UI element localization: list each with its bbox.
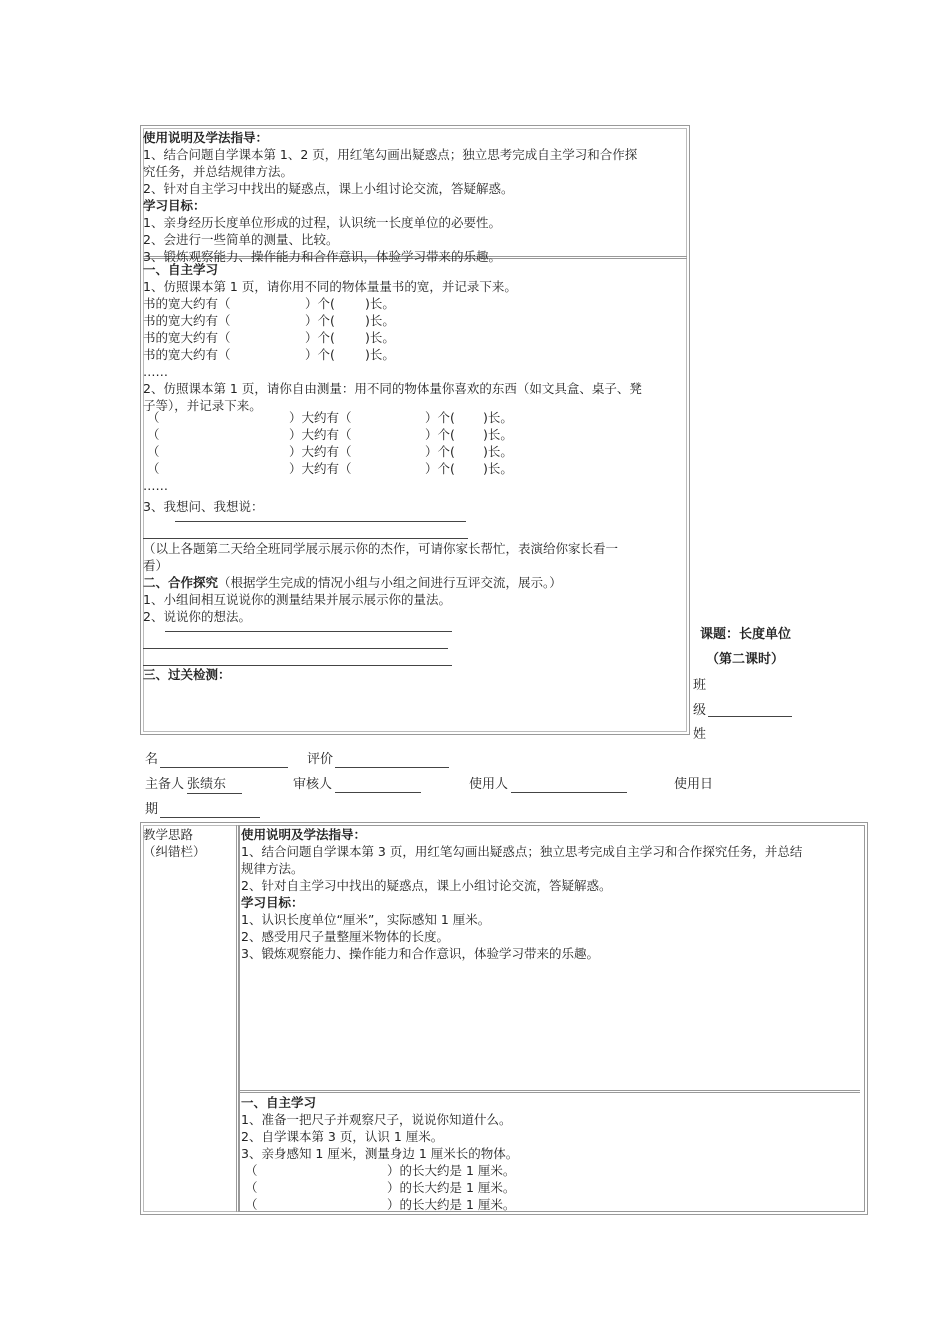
answer-line-4[interactable] xyxy=(143,648,448,649)
guide-item-2: 2、针对自主学习中找出的疑惑点，课上小组讨论交流，答疑解惑。 xyxy=(143,181,514,196)
sheet2-self-study xyxy=(241,1094,863,1162)
self-study-title: 一、自主学习 xyxy=(143,262,219,277)
self2-q1: 1、准备一把尺子并观察尺子，说说你知道什么。 xyxy=(241,1112,512,1127)
answer-line-1[interactable] xyxy=(175,521,466,522)
question-3: 3、我想问、我想说： xyxy=(143,499,264,514)
topic-period: （第二课时） xyxy=(706,652,785,667)
guide-item-1-cont: 究任务，并总结规律方法。 xyxy=(143,164,294,179)
question-2-block xyxy=(143,363,691,414)
cm-row[interactable]: （ ）的长大约是 1 厘米。 xyxy=(245,1163,516,1178)
goal2-1: 1、认识长度单位“厘米”，实际感知 1 厘米。 xyxy=(241,912,491,927)
self2-q2: 2、自学课本第 3 页，认识 1 厘米。 xyxy=(241,1129,444,1144)
sheet2-guide xyxy=(241,826,863,962)
eval-field[interactable] xyxy=(335,767,449,768)
name-field[interactable] xyxy=(160,767,288,768)
goals-title: 学习目标： xyxy=(143,198,206,213)
free-row[interactable]: （ ）大约有（ ）个( )长。 xyxy=(147,410,513,425)
self2-q3: 3、亲身感知 1 厘米，测量身边 1 厘米长的物体。 xyxy=(241,1146,519,1161)
free-row[interactable]: （ ）大约有（ ）个( )长。 xyxy=(147,427,513,442)
coop-item-1: 1、小组间相互说说你的测量结果并展示展示你的量法。 xyxy=(143,592,451,607)
ellipsis: …… xyxy=(143,364,168,379)
sheet2-divider xyxy=(240,1090,860,1093)
prep-name: 张绩东 xyxy=(187,776,242,794)
topic-title: 课题：长度单位 xyxy=(700,627,792,642)
goals2-title: 学习目标： xyxy=(241,895,304,910)
sheet1-content xyxy=(143,129,691,265)
question-2-cont: 子等），并记录下来。 xyxy=(143,398,262,413)
guide2-item-1: 1、结合问题自学课本第 3 页，用红笔勾画出疑惑点；独立思考完成自主学习和合作探究任务，并总结 xyxy=(241,844,803,859)
note-block xyxy=(143,540,691,625)
correction-title: 教学思路 xyxy=(143,827,194,842)
name-label-b: 名 xyxy=(145,752,159,767)
goal-2: 2、会进行一些简单的测量、比较。 xyxy=(143,232,339,247)
goal-3: 3、锻炼观察能力、操作能力和合作意识，体验学习带来的乐趣。 xyxy=(143,249,501,264)
name-label-a: 姓 xyxy=(693,727,707,742)
class-field[interactable] xyxy=(708,716,792,717)
class-label-a: 班 xyxy=(693,678,707,693)
answer-line-2[interactable] xyxy=(143,538,468,539)
question-2: 2、仿照课本第 1 页，请你自由测量：用不同的物体量你喜欢的东西（如文具盒、桌子、凳 xyxy=(143,381,642,396)
coop-heading xyxy=(143,574,691,591)
correction-subtitle: （纠错栏） xyxy=(143,844,206,859)
goal2-2: 2、感受用尺子量整厘米物体的长度。 xyxy=(241,929,449,944)
coop-item-2: 2、说说你的想法。 xyxy=(143,609,251,624)
cm-row[interactable]: （ ）的长大约是 1 厘米。 xyxy=(245,1197,516,1212)
goal-1: 1、亲身经历长度单位形成的过程，认识统一长度单位的必要性。 xyxy=(143,215,501,230)
guide2-title: 使用说明及学法指导： xyxy=(241,827,367,842)
book-row[interactable]: 书的宽大约有（ ）个( )长。 xyxy=(143,330,395,345)
check-title: 三、过关检测： xyxy=(143,667,231,682)
book-row[interactable]: 书的宽大约有（ ）个( )长。 xyxy=(143,313,395,328)
coop-title: 二、合作探究 xyxy=(143,575,219,590)
question-3-block xyxy=(143,477,691,515)
ellipsis-2: …… xyxy=(143,478,168,493)
self-study-section xyxy=(143,261,691,295)
guide2-item-2: 2、针对自主学习中找出的疑惑点，课上小组讨论交流，答疑解惑。 xyxy=(241,878,612,893)
date-label-a: 使用日 xyxy=(674,777,714,792)
book-row[interactable]: 书的宽大约有（ ）个( )长。 xyxy=(143,347,395,362)
date-field[interactable] xyxy=(160,817,260,818)
book-row[interactable]: 书的宽大约有（ ）个( )长。 xyxy=(143,296,395,311)
correction-column xyxy=(143,826,235,860)
guide2-item-1-cont: 规律方法。 xyxy=(241,861,304,876)
free-row[interactable]: （ ）大约有（ ）个( )长。 xyxy=(147,444,513,459)
class-label-b: 级 xyxy=(693,703,707,718)
free-rows xyxy=(143,409,691,477)
note-text: （以上各题第二天给全班同学展示展示你的杰作，可请你家长帮忙，表演给你家长看一 xyxy=(143,541,619,556)
question-1: 1、仿照课本第 1 页，请你用不同的物体量量书的宽，并记录下来。 xyxy=(143,279,517,294)
guide-item-1: 1、结合问题自学课本第 1、2 页，用红笔勾画出疑惑点；独立思考完成自主学习和合作探 xyxy=(143,147,638,162)
review-field[interactable] xyxy=(335,792,421,793)
eval-label: 评价 xyxy=(307,752,334,767)
user-label: 使用人 xyxy=(469,777,509,792)
user-field[interactable] xyxy=(511,792,627,793)
answer-line-3[interactable] xyxy=(165,631,452,632)
prep-label: 主备人 xyxy=(145,777,185,792)
review-label: 审核人 xyxy=(293,777,333,792)
self2-title: 一、自主学习 xyxy=(241,1095,317,1110)
date-label-b: 期 xyxy=(145,802,159,817)
note-text-cont: 看） xyxy=(143,558,169,573)
guide-title: 使用说明及学法指导： xyxy=(143,130,269,145)
free-row[interactable]: （ ）大约有（ ）个( )长。 xyxy=(147,461,513,476)
goal2-3: 3、锻炼观察能力、操作能力和合作意识，体验学习带来的乐趣。 xyxy=(241,946,599,961)
cm-row[interactable]: （ ）的长大约是 1 厘米。 xyxy=(245,1180,516,1195)
book-rows xyxy=(143,295,691,363)
coop-desc: （根据学生完成的情况小组与小组之间进行互评交流，展示。） xyxy=(218,575,562,590)
cm-rows xyxy=(241,1162,863,1213)
